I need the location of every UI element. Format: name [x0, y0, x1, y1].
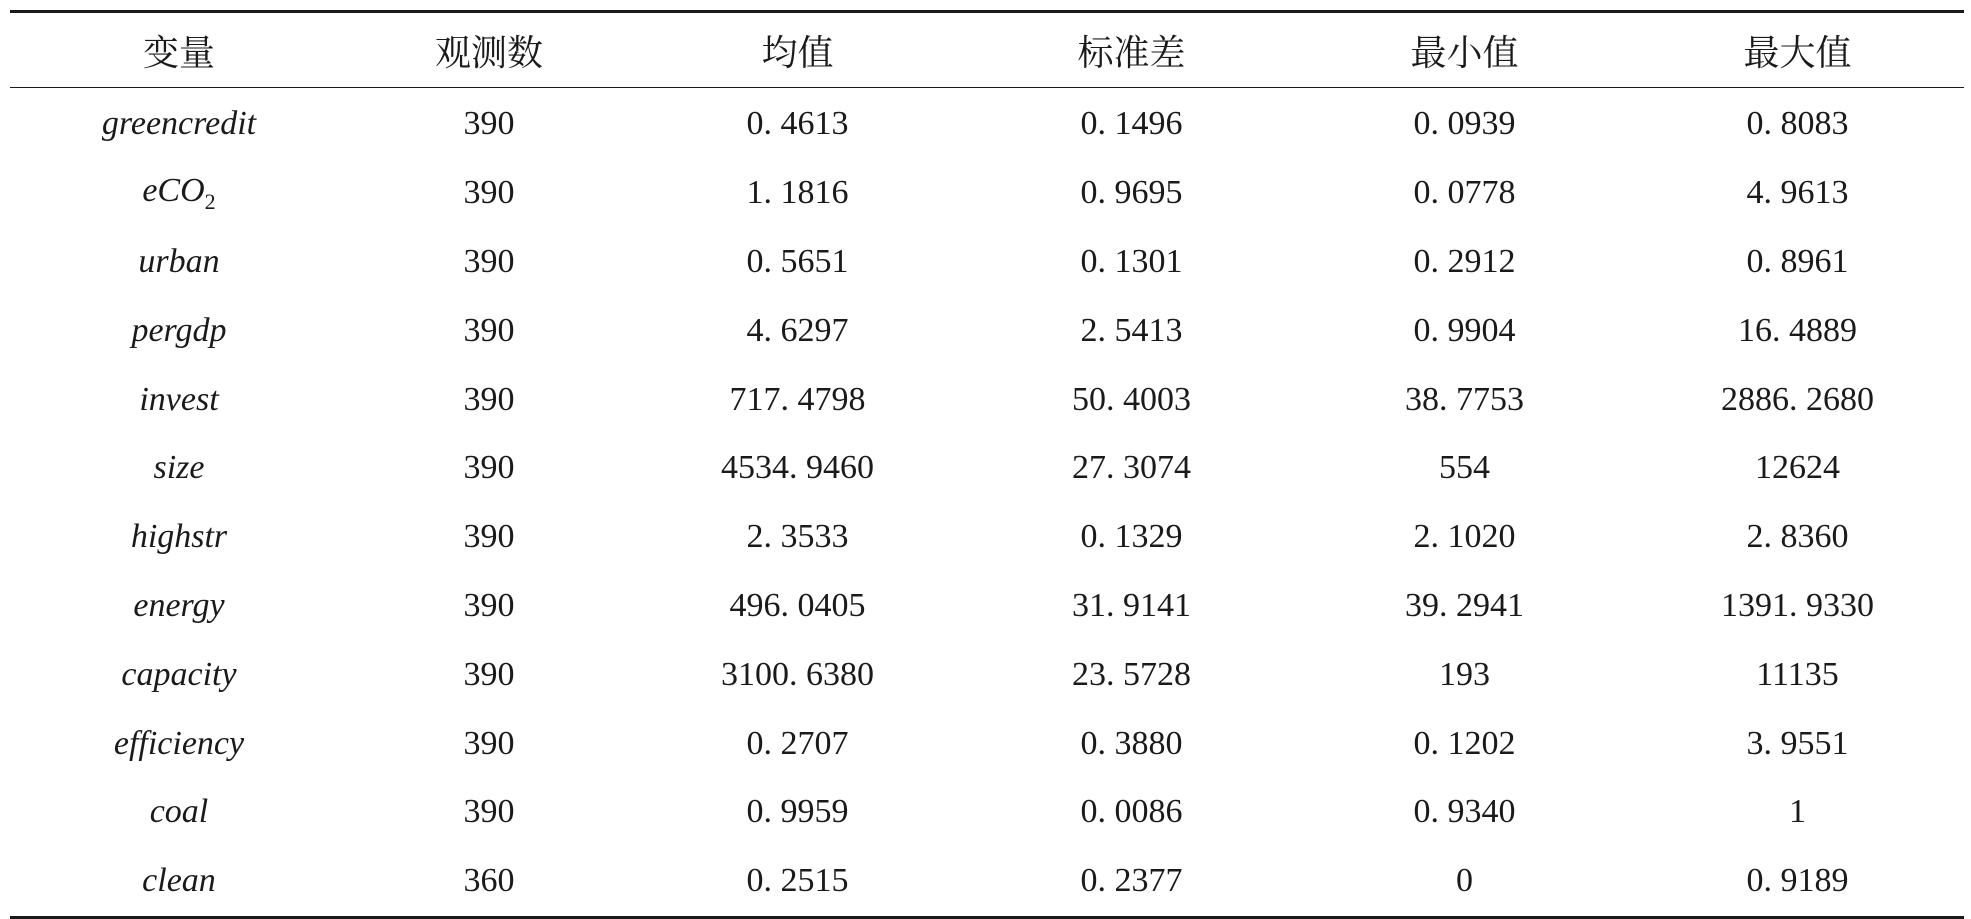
cell-max: 1 [1789, 793, 1806, 831]
cell-min: 0. 1202 [1413, 724, 1516, 762]
variable-name: invest [139, 380, 219, 418]
cell-mean: 0. 5651 [746, 242, 849, 280]
cell-std-dev: 0. 9695 [1080, 174, 1183, 212]
variable-name: clean [142, 862, 216, 900]
cell-mean: 0. 9959 [746, 793, 849, 831]
cell-mean: 0. 4613 [746, 105, 849, 143]
cell-max: 11135 [1756, 655, 1839, 693]
cell-observations: 390 [463, 311, 515, 349]
variable-name: greencredit [101, 105, 257, 143]
cell-min: 193 [1439, 655, 1490, 693]
cell-std-dev: 0. 2377 [965, 847, 1298, 917]
cell-max: 1391. 9330 [1721, 586, 1874, 624]
variable-subscript: 2 [204, 188, 216, 214]
table-row [10, 88, 1964, 159]
variable-name: efficiency [113, 724, 245, 762]
cell-observations: 390 [463, 105, 515, 143]
cell-mean: 1. 1816 [746, 174, 849, 212]
cell-variable [10, 778, 348, 847]
table-body [10, 88, 1964, 918]
cell-max: 12624 [1755, 449, 1840, 487]
cell-variable [10, 159, 348, 228]
cell-max: 2886. 2680 [1721, 380, 1874, 418]
cell-max: 2. 8360 [1746, 518, 1849, 556]
cell-variable [10, 296, 348, 365]
cell-std-dev: 27. 3074 [1072, 449, 1191, 487]
cell-min: 0. 0778 [1413, 174, 1516, 212]
table-row [10, 709, 1964, 778]
variable-name: pergdp [131, 311, 227, 349]
cell-std-dev: 0. 1496 [1080, 105, 1183, 143]
cell-std-dev: 50. 4003 [1072, 380, 1191, 418]
cell-observations: 390 [463, 655, 515, 693]
cell-std-dev: 23. 5728 [1072, 655, 1191, 693]
cell-variable [10, 847, 348, 917]
cell-mean: 717. 4798 [729, 380, 866, 418]
cell-variable [10, 365, 348, 434]
cell-std-dev: 0. 0086 [1080, 793, 1183, 831]
table-row [10, 572, 1964, 641]
cell-mean: 4. 6297 [746, 311, 849, 349]
cell-min: 0 [1298, 847, 1631, 917]
header-mean: 均值 [630, 12, 965, 88]
cell-mean: 496. 0405 [729, 586, 866, 624]
table-row [10, 640, 1964, 709]
cell-mean: 0. 2707 [746, 724, 849, 762]
cell-min: 0. 0939 [1413, 105, 1516, 143]
cell-min: 38. 7753 [1405, 380, 1524, 418]
cell-observations: 360 [348, 847, 630, 917]
cell-std-dev: 31. 9141 [1072, 586, 1191, 624]
header-row [10, 12, 1964, 88]
cell-min: 0. 2912 [1413, 242, 1516, 280]
cell-observations: 390 [463, 449, 515, 487]
table-row [10, 228, 1964, 297]
header-max: 最大值 [1631, 12, 1964, 88]
table-row [10, 503, 1964, 572]
cell-std-dev: 0. 1301 [1080, 242, 1183, 280]
cell-max: 0. 9189 [1631, 847, 1964, 917]
table-row [10, 365, 1964, 434]
cell-variable [10, 434, 348, 503]
cell-std-dev: 2. 5413 [1080, 311, 1183, 349]
cell-variable [10, 709, 348, 778]
cell-mean: 4534. 9460 [721, 449, 874, 487]
cell-observations: 390 [463, 518, 515, 556]
cell-min: 39. 2941 [1405, 586, 1524, 624]
cell-max: 4. 9613 [1746, 174, 1849, 212]
cell-variable [10, 228, 348, 297]
table-row [10, 778, 1964, 847]
cell-variable [10, 572, 348, 641]
cell-min: 0. 9904 [1413, 311, 1516, 349]
table-header [10, 12, 1964, 88]
cell-observations: 390 [463, 586, 515, 624]
variable-name: coal [149, 793, 209, 831]
cell-variable [10, 640, 348, 709]
cell-observations: 390 [463, 724, 515, 762]
cell-observations: 390 [463, 242, 515, 280]
cell-variable [10, 503, 348, 572]
cell-observations: 390 [463, 380, 515, 418]
cell-mean: 0. 2515 [630, 847, 965, 917]
cell-max: 0. 8083 [1746, 105, 1849, 143]
header-min: 最小值 [1298, 12, 1631, 88]
cell-max: 0. 8961 [1746, 242, 1849, 280]
variable-name: energy [133, 586, 225, 624]
table-row [10, 159, 1964, 228]
variable-name: urban [138, 242, 220, 280]
cell-min: 0. 9340 [1413, 793, 1516, 831]
cell-max: 16. 4889 [1738, 311, 1857, 349]
cell-observations: 390 [463, 174, 515, 212]
header-observations: 观测数 [348, 12, 630, 88]
cell-mean: 3100. 6380 [721, 655, 874, 693]
table-row [10, 296, 1964, 365]
variable-name: size [153, 449, 205, 487]
table-row [10, 434, 1964, 503]
descriptive-statistics-table [10, 10, 1964, 919]
variable-name: capacity [121, 655, 237, 693]
table-row [10, 847, 1964, 917]
header-std-dev: 标准差 [965, 12, 1298, 88]
cell-min: 2. 1020 [1413, 518, 1516, 556]
cell-min: 554 [1439, 449, 1490, 487]
cell-observations: 390 [463, 793, 515, 831]
cell-std-dev: 0. 3880 [1080, 724, 1183, 762]
cell-variable [10, 88, 348, 159]
cell-max: 3. 9551 [1746, 724, 1849, 762]
header-variable: 变量 [10, 12, 348, 88]
cell-std-dev: 0. 1329 [1080, 518, 1183, 556]
cell-mean: 2. 3533 [746, 518, 849, 556]
variable-name: highstr [130, 518, 228, 556]
variable-name: eCO [142, 171, 205, 209]
